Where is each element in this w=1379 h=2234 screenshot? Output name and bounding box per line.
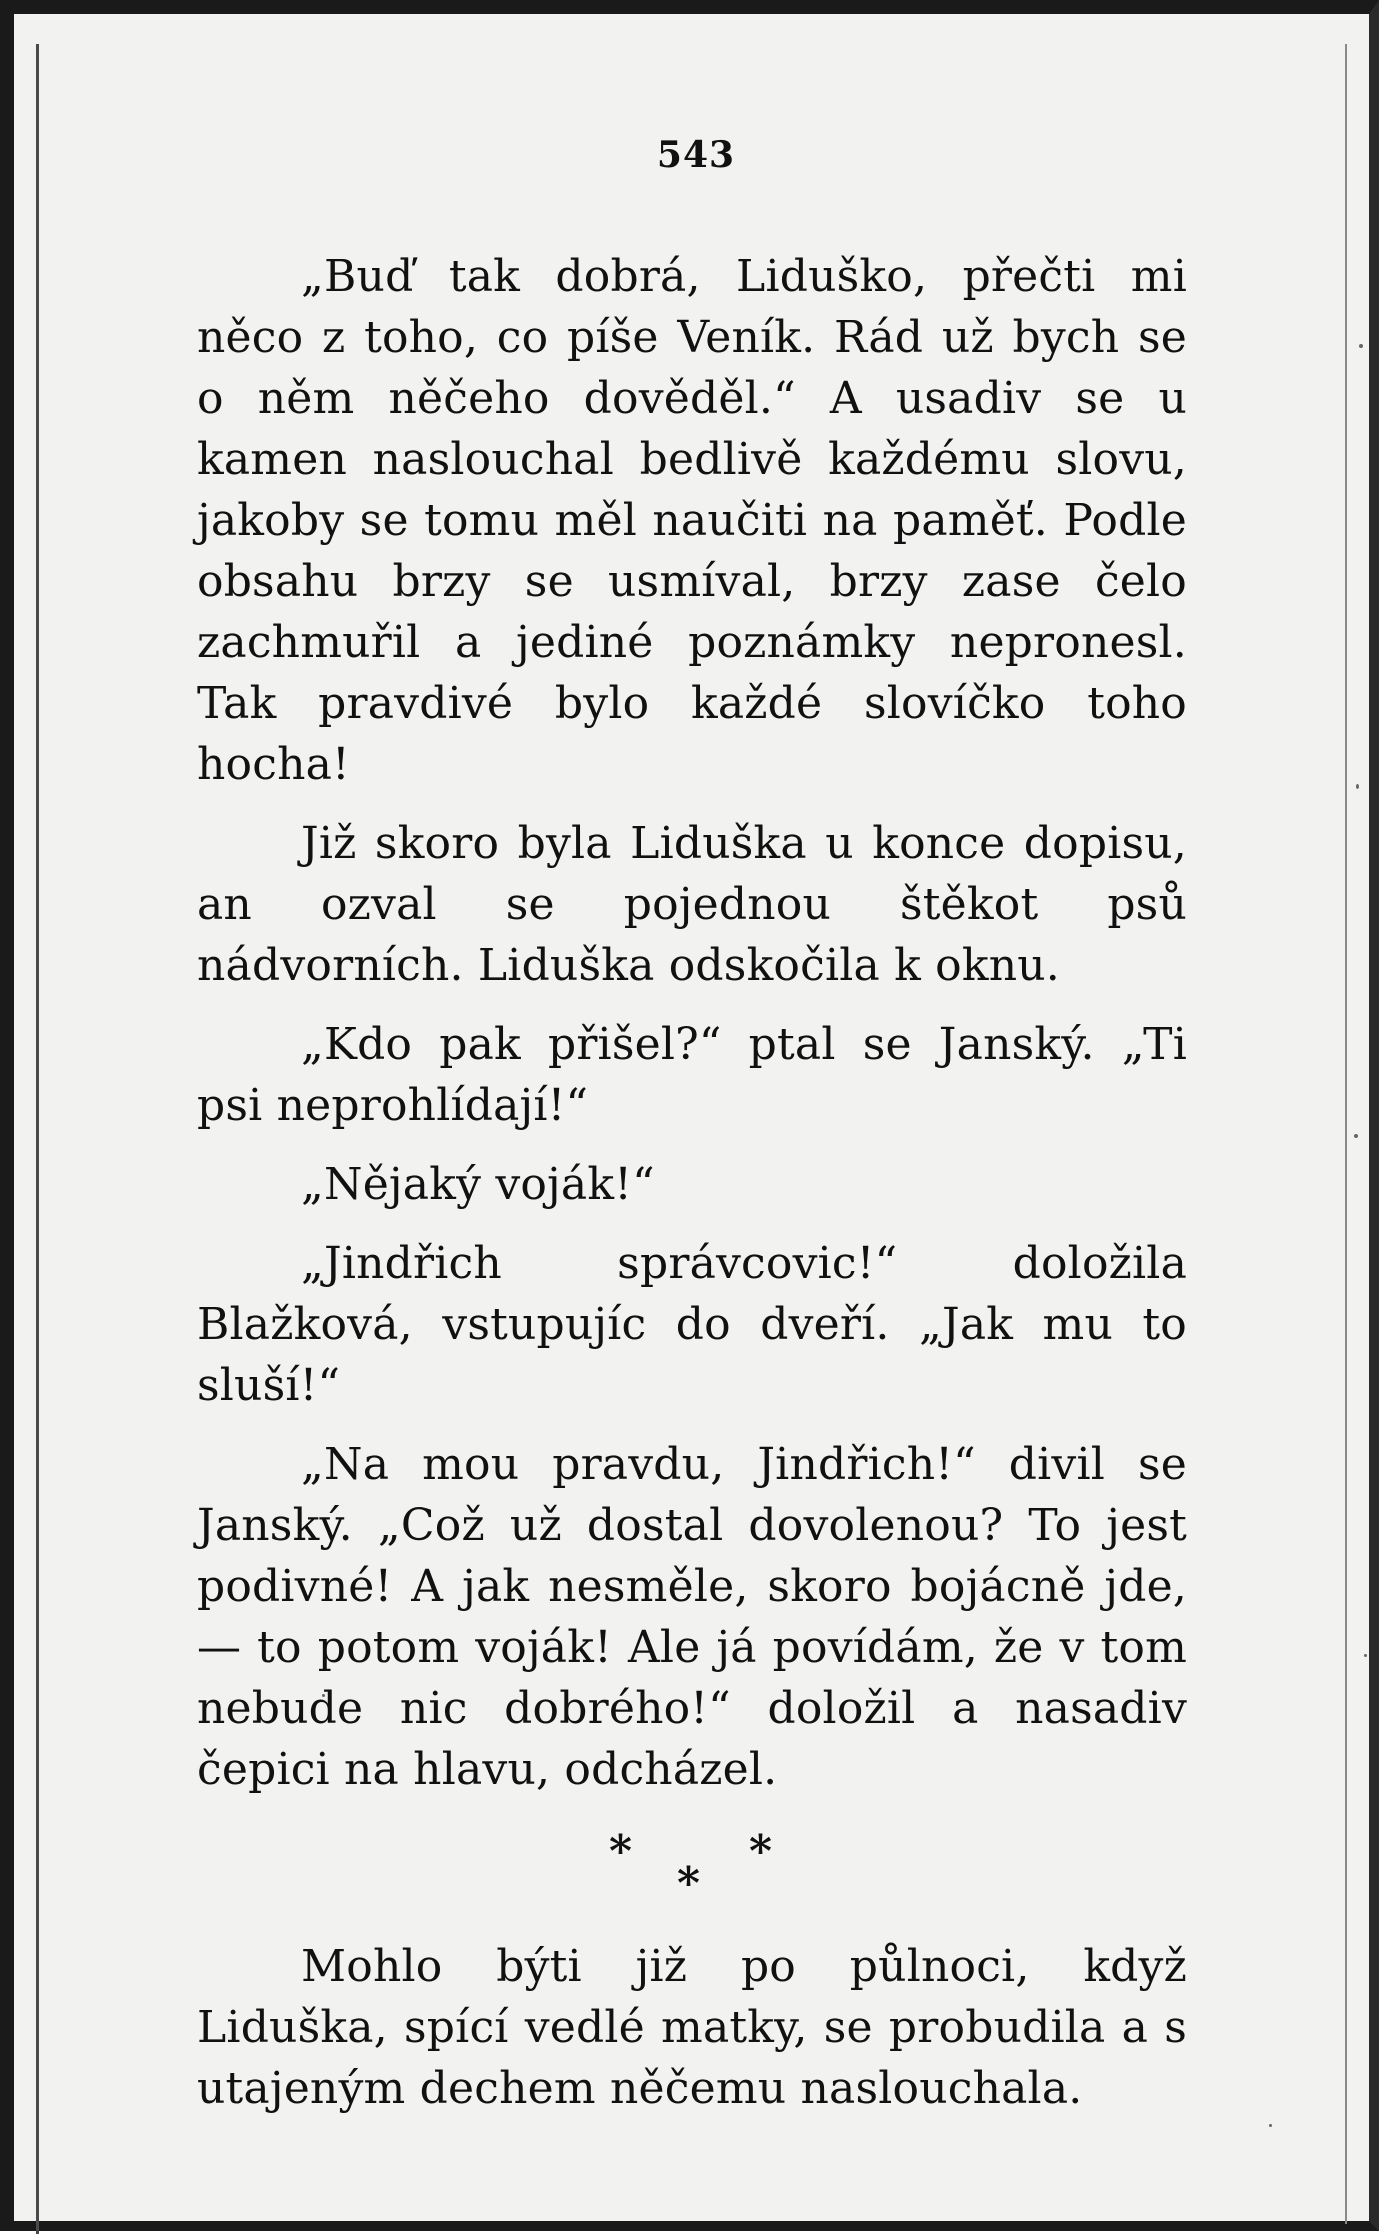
separator-asterisk: * [677, 1858, 701, 1909]
scan-speck [1354, 1134, 1358, 1138]
scan-speck [1269, 2124, 1272, 2127]
page-edge [1345, 44, 1347, 2224]
section-separator [197, 1826, 1187, 1922]
paragraph: „Nějaký voják!“ [301, 1159, 655, 1210]
scan-speck [1359, 344, 1363, 348]
paragraph: „Buď tak dobrá, Liduško, přečti mi něco z toho, co píše Veník. Rád už bych se o něm něčeho dověděl.“ A usadiv se u kamen naslouchal bedlivě každému slovu, jakoby se tomu měl naučiti na paměť. Podle obsahu brzy se usmíval, brzy zase čelo zachmuřil a jediné poznámky nepronesl. Tak pravdivé bylo každé slovíčko toho hocha! [197, 251, 1187, 790]
scan-speck [1356, 784, 1359, 789]
page-body [197, 134, 1187, 2137]
page-number: 543 [656, 134, 736, 176]
paragraph: „Jindřich správcovic!“ doložila Blažková, vstupujíc do dveří. „Jak mu to sluší!“ [197, 1238, 1187, 1411]
paragraph: Již skoro byla Liduška u konce dopisu, an ozval se pojednou štěkot psů nádvorních. Liduška odskočila k oknu. [197, 818, 1187, 991]
scan-speck [1364, 1654, 1367, 1657]
closing-paragraph: Mohlo býti již po půlnoci, když Liduška, spící vedlé matky, se probudila a s utajeným dechem něčemu naslouchala. [197, 1941, 1187, 2114]
separator-asterisk: * [609, 1826, 633, 1877]
binding-edge [36, 44, 39, 2234]
paragraph: „Na mou pravdu, Jindřich!“ divil se Janský. „Což už dostal dovolenou? To jest podivné! A jak nesměle, skoro bojácně jde, — to potom voják! Ale já povídám, že v tom nebude nic dobrého!“ doložil a nasadiv čepici na hlavu, odcházel. [197, 1439, 1187, 1795]
paragraph: „Kdo pak přišel?“ ptal se Janský. „Ti psi neprohlídají!“ [197, 1019, 1187, 1131]
separator-asterisk: * [749, 1826, 773, 1877]
